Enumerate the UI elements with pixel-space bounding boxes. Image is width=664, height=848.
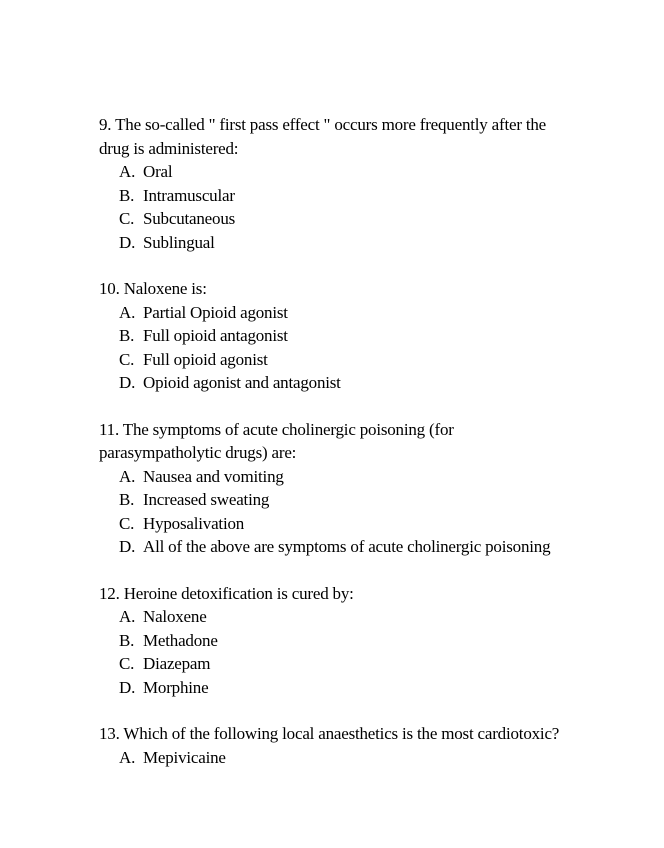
option-text: Increased sweating	[143, 490, 270, 509]
option-letter: A.	[119, 302, 136, 322]
option-text: Methadone	[143, 630, 218, 650]
question-11	[99, 418, 579, 559]
option-d	[99, 231, 579, 255]
option-a	[99, 301, 579, 325]
option-b	[99, 629, 579, 653]
question-13	[99, 722, 579, 769]
option-list	[99, 160, 579, 254]
option-letter: A.	[119, 466, 136, 486]
question-12	[99, 582, 579, 700]
question-text: 12. Heroine detoxification is cured by:	[99, 583, 354, 603]
option-letter: D.	[119, 677, 136, 697]
option-text: Morphine	[143, 677, 209, 697]
option-a	[99, 605, 579, 629]
question-text: 10. Naloxene is:	[99, 279, 207, 298]
option-text: Mepivicaine	[143, 747, 226, 767]
option-c	[99, 512, 579, 536]
option-a	[99, 465, 579, 489]
option-text: Hyposalivation	[143, 513, 245, 533]
question-text: 9. The so-called " first pass effect " occurs more frequently after the drug is administered:	[99, 115, 547, 158]
question-text: 11. The symptoms of acute cholinergic poisoning (for parasympatholytic drugs) are:	[99, 419, 454, 462]
option-letter: C.	[119, 209, 135, 228]
option-text: Intramuscular	[143, 185, 235, 205]
option-d	[99, 676, 579, 700]
option-text: Oral	[143, 162, 173, 181]
option-letter: D.	[119, 232, 136, 252]
option-list	[99, 605, 579, 699]
option-c	[99, 207, 579, 231]
question-10	[99, 277, 579, 395]
option-text: Nausea and vomiting	[143, 466, 284, 486]
option-text: Sublingual	[143, 232, 215, 252]
option-letter: C.	[119, 654, 135, 673]
option-letter: D.	[119, 537, 136, 556]
option-text: Subcutaneous	[143, 209, 236, 228]
option-d	[99, 535, 579, 559]
option-text: Full opioid agonist	[143, 349, 268, 369]
option-b	[99, 324, 579, 348]
option-c	[99, 348, 579, 372]
document-page	[99, 113, 579, 792]
option-text: Opioid agonist and antagonist	[143, 373, 341, 392]
option-letter: D.	[119, 373, 136, 392]
option-letter: B.	[119, 326, 135, 345]
option-text: Naloxene	[143, 607, 207, 626]
option-b	[99, 488, 579, 512]
option-letter: B.	[119, 630, 135, 650]
option-text: Diazepam	[143, 654, 211, 673]
question-text: 13. Which of the following local anaesthetics is the most cardiotoxic?	[99, 724, 560, 743]
option-letter: B.	[119, 490, 135, 509]
option-text: Full opioid antagonist	[143, 326, 288, 345]
option-list	[99, 465, 579, 559]
option-text: Partial Opioid agonist	[143, 302, 288, 322]
option-d	[99, 371, 579, 395]
option-letter: C.	[119, 513, 135, 533]
option-list	[99, 301, 579, 395]
question-9	[99, 113, 579, 254]
option-a	[99, 746, 579, 770]
option-letter: A.	[119, 747, 136, 767]
option-letter: C.	[119, 349, 135, 369]
option-letter: B.	[119, 185, 135, 205]
option-letter: A.	[119, 607, 136, 626]
option-c	[99, 652, 579, 676]
option-a	[99, 160, 579, 184]
option-list	[99, 746, 579, 770]
option-letter: A.	[119, 162, 136, 181]
option-text: All of the above are symptoms of acute cholinergic poisoning	[143, 537, 551, 556]
option-b	[99, 184, 579, 208]
